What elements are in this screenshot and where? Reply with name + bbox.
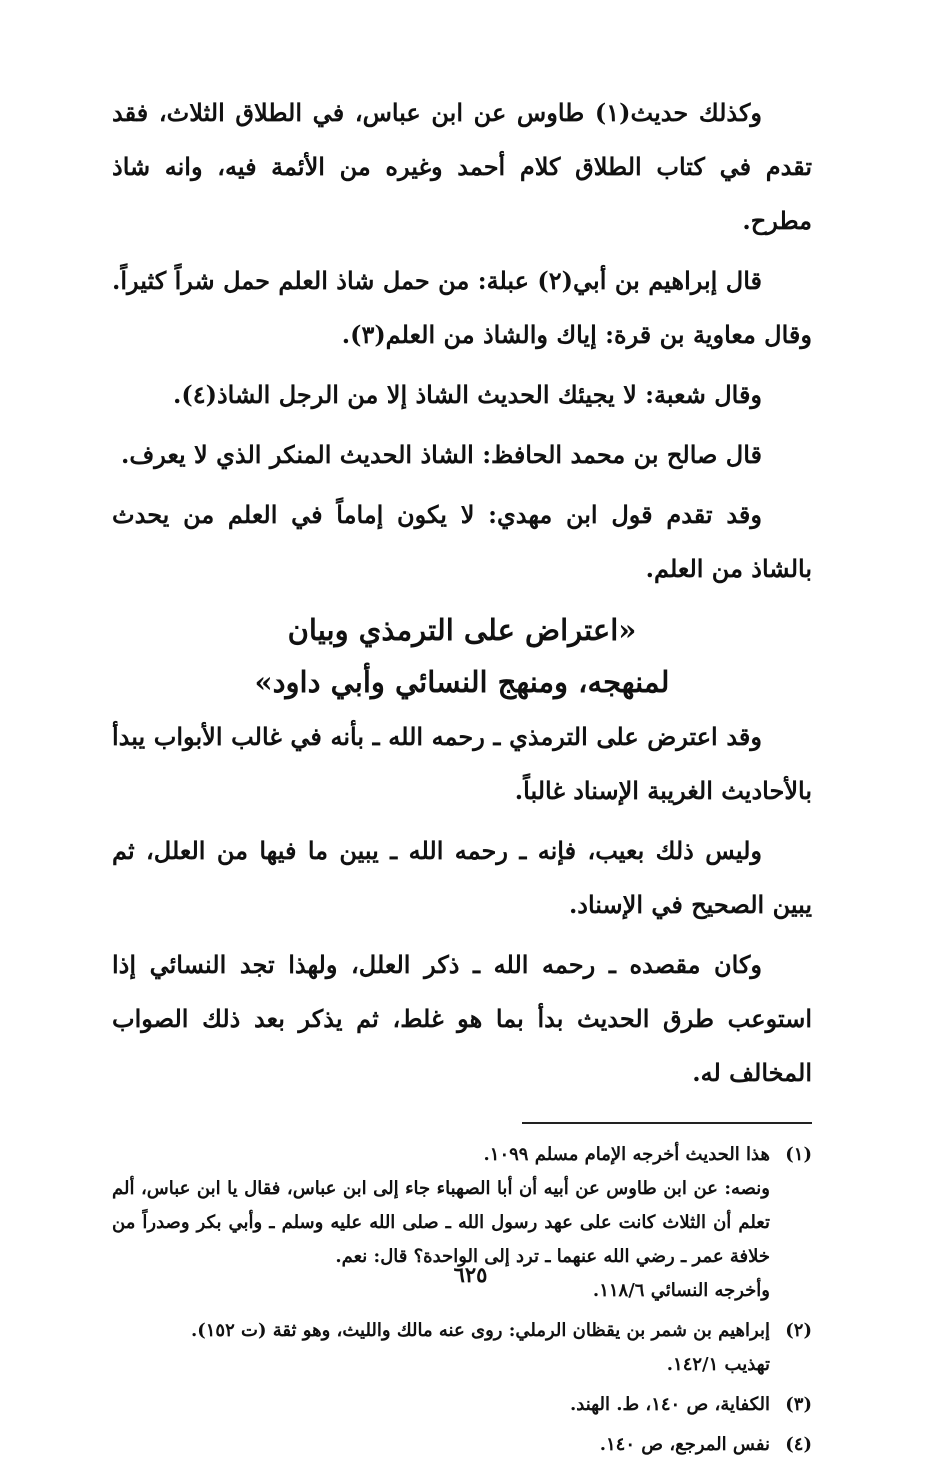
footnote-2-number: (٢): [785, 1320, 812, 1341]
footnote-3: [112, 1388, 812, 1422]
footnote-4-number: (٤): [785, 1434, 812, 1455]
footnote-2-line-1: إبراهيم بن شمر بن يقظان الرملي: روى عنه مالك والليث، وهو ثقة (ت ١٥٢).: [190, 1320, 770, 1341]
footnote-3-line-1: الكفاية، ص ١٤٠، ط. الهند.: [570, 1394, 770, 1415]
paragraph-salih-ibn-muhammad: قال صالح بن محمد الحافظ: الشاذ الحديث المنكر الذي لا يعرف.: [120, 440, 762, 469]
footnote-4: [112, 1428, 812, 1462]
page-content: [112, 86, 812, 1468]
footnote-1-line-1: هذا الحديث أخرجه الإمام مسلم ١٠٩٩.: [483, 1144, 770, 1165]
paragraph-objection-tirmidhi: وقد اعترض على الترمذي ـ رحمه الله ـ بأنه في غالب الأبواب يبدأ بالأحاديث الغريبة الإسناد غالباً.: [112, 722, 812, 805]
footnote-1-number: (١): [785, 1144, 812, 1165]
paragraph-nasai-method: وكان مقصده ـ رحمه الله ـ ذكر العلل، ولهذا تجد النسائي إذا استوعب طرق الحديث بدأ بما هو غلط، ثم يذكر بعد ذلك الصواب المخالف له.: [112, 950, 812, 1087]
footnote-2: [112, 1314, 812, 1382]
footnote-3-number: (٣): [785, 1394, 812, 1415]
paragraph-ibrahim-ibn-abi-abla: قال إبراهيم بن أبي(٢) عبلة: من حمل شاذ العلم حمل شراً كثيراً. وقال معاوية بن قرة: إياك والشاذ من العلم(٣).: [112, 266, 812, 349]
page-number: ٦٢٥: [453, 1262, 488, 1287]
footnote-1-line-3: وأخرجه النسائي ١١٨/٦.: [592, 1280, 770, 1301]
paragraph-shuba: وقال شعبة: لا يجيئك الحديث الشاذ إلا من الرجل الشاذ(٤).: [172, 380, 762, 409]
paragraph-tawus-hadith: وكذلك حديث(١) طاوس عن ابن عباس، في الطلاق الثلاث، فقد تقدم في كتاب الطلاق كلام أحمد وغيره من الأئمة فيه، وانه شاذ مطرح.: [112, 98, 812, 235]
section-heading-line-2: لمنهجه، ومنهج النسائي وأبي داود»: [254, 665, 670, 699]
paragraph-not-a-flaw: وليس ذلك بعيب، فإنه ـ رحمه الله ـ يبين ما فيها من العلل، ثم يبين الصحيح في الإسناد.: [112, 836, 812, 919]
footnote-4-line-1: نفس المرجع، ص ١٤٠.: [599, 1434, 770, 1455]
footnote-divider: [522, 1122, 812, 1124]
footnote-2-line-2: تهذيب ١٤٢/١.: [666, 1354, 770, 1375]
section-heading-line-1: «اعتراض على الترمذي وبيان: [287, 613, 637, 647]
section-heading: [112, 604, 812, 708]
footnote-1-line-2: ونصه: عن ابن طاوس عن أبيه أن أبا الصهباء جاء إلى ابن عباس، فقال يا ابن عباس، ألم تعلم أن الثلاث كانت على عهد رسول الله ـ صلى الله عليه وسلم ـ وأبي بكر وصدراً من خلافة عمر ـ رضي الله عنهما ـ ترد إلى الواحدة؟ قال: نعم.: [112, 1178, 770, 1267]
paragraph-ibn-mahdi: وقد تقدم قول ابن مهدي: لا يكون إماماً في العلم من يحدث بالشاذ من العلم.: [112, 500, 812, 583]
